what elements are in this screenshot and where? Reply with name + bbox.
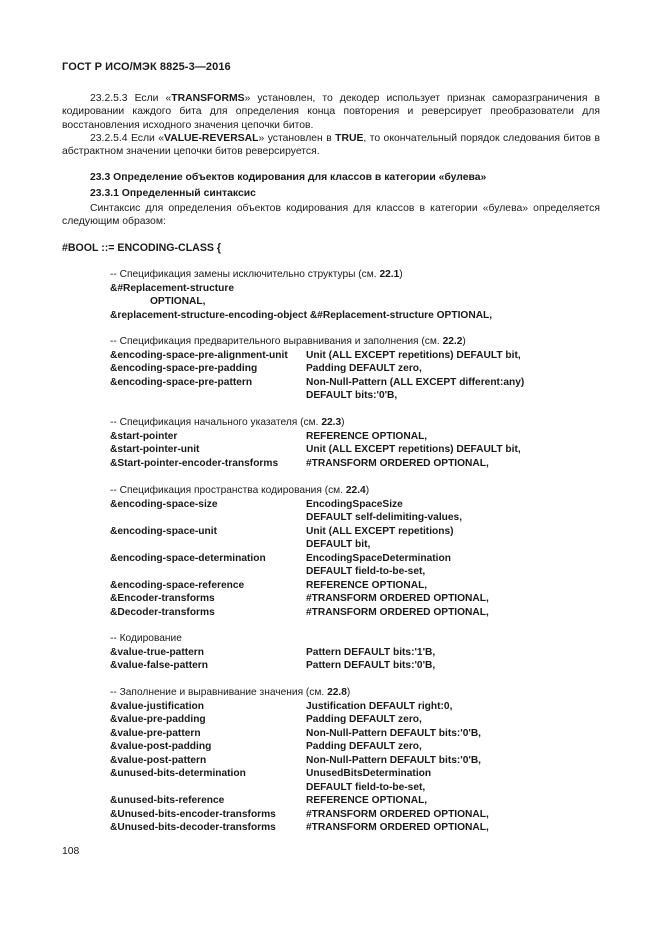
comment-line (110, 686, 610, 700)
comment-text: -- Спецификация предварительного выравнивания и заполнения (см. (110, 336, 443, 347)
code-key: &Decoder-transforms (110, 606, 215, 618)
comment-ref: 22.4 (345, 485, 366, 496)
code-value: DEFAULT field-to-be-set, (306, 566, 426, 577)
comment-text: -- Заполнение и выравнивание значения (см. (110, 687, 328, 698)
code-line (110, 443, 610, 457)
code-key: &encoding-space-pre-padding (110, 363, 258, 374)
code-key: &start-pointer (110, 430, 178, 442)
code-line (110, 525, 610, 539)
code-value: Unit (ALL EXCEPT repetitions) (306, 525, 454, 537)
code-line (110, 552, 610, 566)
code-line (110, 767, 610, 781)
code-line (110, 646, 610, 660)
p1-text-c: » установлен, то декодер использует признак саморазграничения в кодировании каждого бита для определения конца повторения и реверсирует преобразователи для восстановления исходного значения цепочки битов. (62, 93, 600, 131)
code-key: &encoding-space-size (110, 498, 218, 510)
p2-text-a: 23.2.5.4 Если « (90, 133, 165, 144)
code-value: UnusedBitsDetermination (306, 768, 432, 779)
code-key: &unused-bits-reference (110, 795, 225, 806)
code-value: Non-Null-Pattern DEFAULT bits:'0'B, (306, 727, 482, 739)
code-rows (110, 646, 610, 673)
code-value: Justification DEFAULT right:0, (306, 700, 453, 712)
code-group-replacement (110, 268, 610, 322)
code-value: #TRANSFORM ORDERED OPTIONAL, (306, 593, 489, 604)
paragraph-23-2-5-3 (62, 92, 600, 132)
section-heading-23-3-1: 23.3.1 Определенный синтаксис (90, 188, 256, 199)
code-line (110, 376, 610, 390)
code-value: Pattern DEFAULT bits:'1'B, (306, 646, 436, 658)
code-line (110, 362, 610, 376)
comment-close: ) (346, 687, 351, 698)
code-rows (110, 349, 610, 403)
code-key: OPTIONAL, (150, 296, 206, 307)
p2-keyword-true: TRUE (335, 133, 364, 144)
comment-close: ) (399, 269, 403, 280)
p2-keyword: VALUE-REVERSAL (164, 133, 259, 144)
code-key: &value-false-pattern (110, 660, 208, 671)
comment-ref: 22.3 (321, 417, 342, 428)
code-value: Unit (ALL EXCEPT repetitions) DEFAULT bit, (306, 349, 521, 361)
code-key: &value-pre-padding (110, 714, 206, 725)
code-value: EncodingSpaceSize (306, 498, 403, 510)
code-value: Padding DEFAULT zero, (306, 741, 422, 752)
comment-line (110, 632, 610, 646)
section-heading-23-3: 23.3 Определение объектов кодирования для классов в категории «булева» (90, 172, 487, 183)
code-key: &Unused-bits-decoder-transforms (110, 822, 276, 833)
code-line (110, 579, 610, 593)
comment-text: -- Спецификация пространства кодирования (см. (110, 485, 346, 496)
code-value: REFERENCE OPTIONAL, (306, 579, 428, 591)
code-line (110, 389, 610, 403)
code-key: &value-true-pattern (110, 646, 204, 658)
code-key: &encoding-space-reference (110, 579, 245, 591)
code-key: &encoding-space-pre-pattern (110, 376, 253, 388)
code-key: &encoding-space-pre-alignment-unit (110, 349, 288, 361)
code-key: &unused-bits-determination (110, 768, 246, 779)
comment-text: -- Спецификация начального указателя (см. (110, 417, 322, 428)
code-key: &encoding-space-unit (110, 525, 217, 537)
code-line (110, 498, 610, 512)
code-line (110, 754, 610, 768)
code-line (110, 606, 610, 620)
paragraph-syntax-intro (62, 202, 600, 229)
code-line (110, 727, 610, 741)
comment-text: -- Спецификация замены исключительно структуры (см. (110, 269, 380, 280)
code-line (110, 821, 610, 835)
code-value: REFERENCE OPTIONAL, (306, 795, 428, 806)
code-key: &encoding-space-determination (110, 552, 266, 564)
code-group-value-padding (110, 686, 610, 835)
paragraph-23-2-5-4 (62, 132, 600, 159)
code-line (110, 511, 610, 525)
code-value: DEFAULT self-delimiting-values, (306, 512, 463, 523)
code-line (110, 295, 610, 309)
code-line (110, 700, 610, 714)
comment-ref: 22.2 (442, 336, 463, 347)
code-key: &Start-pointer-encoder-transforms (110, 457, 279, 469)
p2-text-c: » установлен в (258, 133, 336, 144)
code-value: DEFAULT bits:'0'B, (306, 390, 398, 401)
comment-ref: 22.8 (327, 687, 347, 698)
code-line (110, 565, 610, 579)
p3-text: Синтаксис для определения объектов кодирования для классов в категории «булева» определяется следующим образом: (62, 203, 600, 228)
code-value: #TRANSFORM ORDERED OPTIONAL, (306, 606, 489, 618)
comment-line (110, 484, 610, 498)
code-line (110, 713, 610, 727)
code-group-encoding-space (110, 484, 610, 619)
code-group-encoding (110, 632, 610, 673)
code-value: Non-Null-Pattern (ALL EXCEPT different:any) (306, 376, 525, 388)
code-value: DEFAULT field-to-be-set, (306, 781, 426, 793)
code-value: Unit (ALL EXCEPT repetitions) DEFAULT bit, (306, 444, 521, 455)
code-group-start-pointer (110, 416, 610, 470)
code-key: &replacement-structure-encoding-object &#Replacement-structure OPTIONAL, (110, 309, 493, 321)
code-line (110, 794, 610, 808)
code-key: &value-post-padding (110, 741, 212, 752)
code-key: &value-justification (110, 700, 204, 712)
comment-text: -- Кодирование (110, 633, 182, 644)
code-line (110, 538, 610, 552)
code-value: Padding DEFAULT zero, (306, 714, 422, 725)
code-line (110, 430, 610, 444)
code-key: &value-post-pattern (110, 754, 207, 766)
comment-ref: 22.1 (379, 269, 400, 280)
code-key: &Unused-bits-encoder-transforms (110, 808, 276, 820)
page-header: ГОСТ Р ИСО/МЭК 8825-3—2016 (62, 61, 231, 73)
code-value: Padding DEFAULT zero, (306, 363, 422, 374)
page-number: 108 (62, 846, 80, 857)
code-key: &Encoder-transforms (110, 593, 215, 604)
comment-line (110, 416, 610, 430)
code-line (110, 349, 610, 363)
comment-close: ) (341, 417, 345, 428)
comment-close: ) (365, 485, 370, 496)
p1-keyword: TRANSFORMS (171, 93, 245, 104)
code-value: Non-Null-Pattern DEFAULT bits:'0'B, (306, 754, 482, 766)
code-head: #BOOL ::= ENCODING-CLASS { (62, 242, 222, 254)
code-value: #TRANSFORM ORDERED OPTIONAL, (306, 808, 489, 820)
code-value: #TRANSFORM ORDERED OPTIONAL, (306, 457, 489, 469)
code-rows (110, 430, 610, 471)
comment-close: ) (462, 336, 466, 347)
comment-line (110, 335, 610, 349)
code-key: &value-pre-pattern (110, 727, 201, 739)
code-value: REFERENCE OPTIONAL, (306, 430, 428, 442)
p2-text-e: , то окончательный порядок следования битов в абстрактном значении цепочки битов реверсируется. (62, 133, 600, 158)
code-group-pre-alignment (110, 335, 610, 403)
p1-text-a: 23.2.5.3 Если « (90, 93, 172, 104)
code-key: &start-pointer-unit (110, 444, 200, 455)
code-line (110, 282, 610, 296)
code-rows (110, 498, 610, 620)
code-line (110, 781, 610, 795)
code-line (110, 592, 610, 606)
code-value: #TRANSFORM ORDERED OPTIONAL, (306, 822, 489, 833)
code-value: EncodingSpaceDetermination (306, 552, 451, 564)
code-key: &#Replacement-structure (110, 282, 234, 294)
code-line (110, 808, 610, 822)
code-line (110, 457, 610, 471)
code-rows (110, 700, 610, 835)
code-value: DEFAULT bit, (306, 539, 371, 550)
comment-line (110, 268, 610, 282)
code-line (110, 740, 610, 754)
code-line (110, 659, 610, 673)
code-line (110, 309, 610, 323)
code-value: Pattern DEFAULT bits:'0'B, (306, 660, 436, 671)
